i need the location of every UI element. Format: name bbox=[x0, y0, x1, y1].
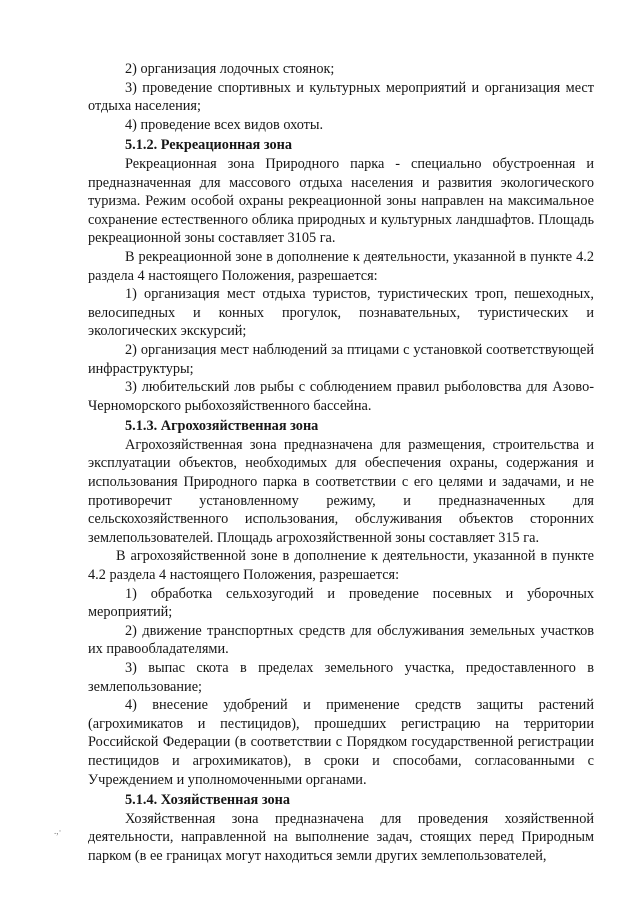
paragraph-hunting: 4) проведение всех видов охоты. bbox=[125, 116, 324, 133]
paragraph-recreation-intro: Рекреационная зона Природного парка - специально обустроенная и предназначенная для массового отдыха населения и развития экологического туризма. Режим особой охраны рекреационной зоны направлен на максимальное сохранение естественного облика природных и культурных ландшафтов. Площадь рекреационной зоны составляет 3105 га. bbox=[88, 155, 594, 247]
paragraph-agro-intro: Агрохозяйственная зона предназначена для размещения, строительства и эксплуатации объектов, необходимых для обеспечения охраны, содержания и использования Природного парка в соответствии с его целями и задачами, и не противоречит установленному режиму, и предназначенных для сельскохозяйственного использования, обслуживания объектов сторонних землепользователей. Площадь агрохозяйственной зоны составляет 315 га. bbox=[88, 436, 594, 546]
paragraph-sport-events: 3) проведение спортивных и культурных мероприятий и организация мест отдыха населения; bbox=[88, 79, 594, 115]
paragraph-recreation-allowed: В рекреационной зоне в дополнение к деятельности, указанной в пункте 4.2 раздела 4 настоящего Положения, разрешается: bbox=[88, 248, 594, 284]
list-item: 1) обработка сельхозугодий и проведение посевных и уборочных мероприятий; bbox=[88, 585, 594, 621]
margin-mark: .,· bbox=[54, 826, 62, 836]
paragraph-economic-intro: Хозяйственная зона предназначена для проведения хозяйственной деятельности, направленной на выполнение задач, стоящих перед Природным парком (в ее границах могут находиться земли других землепользователей, bbox=[88, 810, 594, 864]
list-item: 1) организация мест отдыха туристов, туристических троп, пешеходных, велосипедных и конных прогулок, познавательных, туристических и экологических экскурсий; bbox=[88, 286, 594, 340]
heading-economic-zone: 5.1.4. Хозяйственная зона bbox=[125, 792, 291, 809]
list-item: 4) внесение удобрений и применение средств защиты растений (агрохимикатов и пестицидов), прошедших регистрацию на территории Российской Федерации (в соответствии с Порядком государственной регистрации пестицидов и агрохимикатов), в сроки и способами, согласованными с Учреждением и уполномоченными органами. bbox=[88, 697, 594, 788]
list-item: 2) организация мест наблюдений за птицами с установкой соответствующей инфраструктуры; bbox=[88, 341, 594, 377]
list-item: 3) выпас скота в пределах земельного участка, предоставленного в землепользование; bbox=[88, 660, 594, 695]
list-item: 3) любительский лов рыбы с соблюдением правил рыболовства для Азово-Черноморского рыбохозяйственного бассейна. bbox=[88, 379, 594, 414]
list-item: 2) движение транспортных средств для обслуживания земельных участков их правообладателями. bbox=[88, 622, 594, 658]
heading-recreation-zone: 5.1.2. Рекреационная зона bbox=[125, 137, 293, 154]
heading-agro-zone: 5.1.3. Агрохозяйственная зона bbox=[125, 418, 319, 435]
paragraph-boat-stations: 2) организация лодочных стоянок; bbox=[125, 61, 335, 77]
paragraph-agro-allowed: В агрохозяйственной зоне в дополнение к деятельности, указанной в пункте 4.2 раздела 4 настоящего Положения, разрешается: bbox=[88, 548, 594, 584]
